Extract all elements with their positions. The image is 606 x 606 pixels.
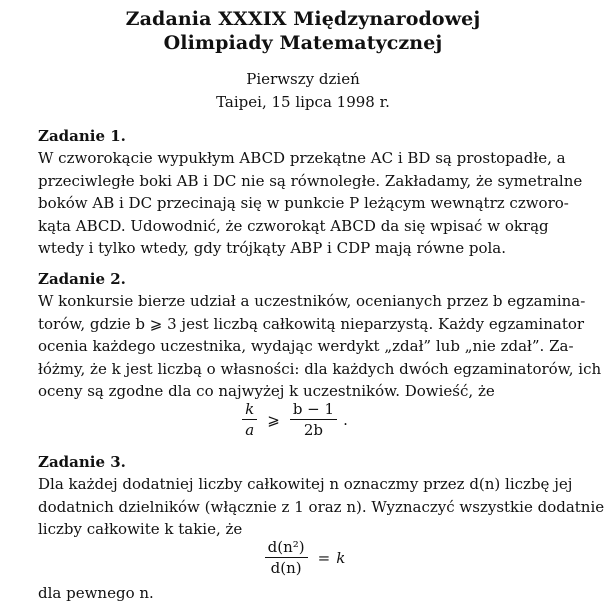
problem-1-title: Zadanie 1. [38, 127, 126, 145]
problem-3-title: Zadanie 3. [38, 453, 126, 471]
problem-1-text [38, 147, 583, 260]
problem-3-line-2: dodatnich dzielników (włącznie z 1 oraz n). Wyznaczyć wszystkie dodatnie [38, 497, 605, 516]
formula-3-rhs: k [336, 548, 346, 567]
problem-1-line-2: przeciwległe boki AB i DC nie są równoległe. Zakładamy, że symetralne [38, 171, 583, 190]
place-date: Taipei, 15 lipca 1998 r. [216, 93, 390, 111]
title-line-1: Zadania XXXIX Międzynarodowej [125, 8, 481, 30]
title-line-2: Olimpiady Matematycznej [163, 32, 443, 54]
problem-2-line-4: łóżmy, że k jest liczbą o własności: dla każdych dwóch egzaminatorów, ich [38, 359, 602, 378]
formula-2-period: . [343, 410, 348, 429]
document-subtitle [0, 68, 606, 114]
formula-3-relation: = [317, 548, 331, 567]
problem-1-line-5: wtedy i tylko wtedy, gdy trójkąty ABP i CDP mają równe pola. [38, 239, 506, 257]
formula-3-fraction [265, 538, 308, 577]
formula-2-lhs-fraction [242, 400, 257, 439]
formula-2-rhs-fraction [290, 400, 337, 439]
problem-1-line-3: boków AB i DC przecinają się w punkcie P leżącym wewnątrz czworo- [38, 194, 569, 212]
problem-2-line-1: W konkursie bierze udział a uczestników, ocenianych przez b egzamina- [38, 292, 586, 310]
problem-2-line-5: oceny są zgodne dla co najwyżej k uczestników. Dowieść, że [38, 382, 495, 400]
problem-2-line-2: torów, gdzie b ⩾ 3 jest liczbą całkowitą nieparzystą. Każdy egzaminator [38, 314, 585, 333]
formula-2-lhs-numerator: k [242, 400, 257, 420]
problem-1-line-1: W czworokącie wypukłym ABCD przekątne AC i BD są prostopadłe, a [38, 149, 566, 167]
formula-2-rhs-denominator: 2b [303, 421, 324, 439]
problem-2-title: Zadanie 2. [38, 270, 126, 288]
formula-2-relation: ⩾ [267, 410, 280, 429]
problem-2-formula [0, 400, 596, 439]
document-title [0, 7, 606, 55]
problem-3-text [38, 473, 605, 541]
problem-3-after-line: dla pewnego n. [38, 584, 154, 602]
problem-3-formula [0, 538, 606, 577]
day-label: Pierwszy dzień [246, 70, 360, 88]
formula-2-lhs-denominator: a [245, 421, 255, 439]
formula-3-numerator: d(n²) [265, 538, 308, 558]
problem-2-text [38, 290, 602, 403]
problem-1-line-4: kąta ABCD. Udowodnić, że czworokąt ABCD da się wpisać w okrąg [38, 216, 549, 235]
problem-3-line-1: Dla każdej dodatniej liczby całkowitej n oznaczmy przez d(n) liczbę jej [38, 475, 573, 493]
formula-2-rhs-numerator: b − 1 [290, 400, 337, 420]
problem-3-closing [38, 582, 540, 605]
problem-3-line-3: liczby całkowite k takie, że [38, 520, 243, 538]
formula-3-denominator: d(n) [270, 559, 302, 577]
problem-2-line-3: ocenia każdego uczestnika, wydając werdykt „zdał” lub „nie zdał”. Za- [38, 337, 574, 355]
